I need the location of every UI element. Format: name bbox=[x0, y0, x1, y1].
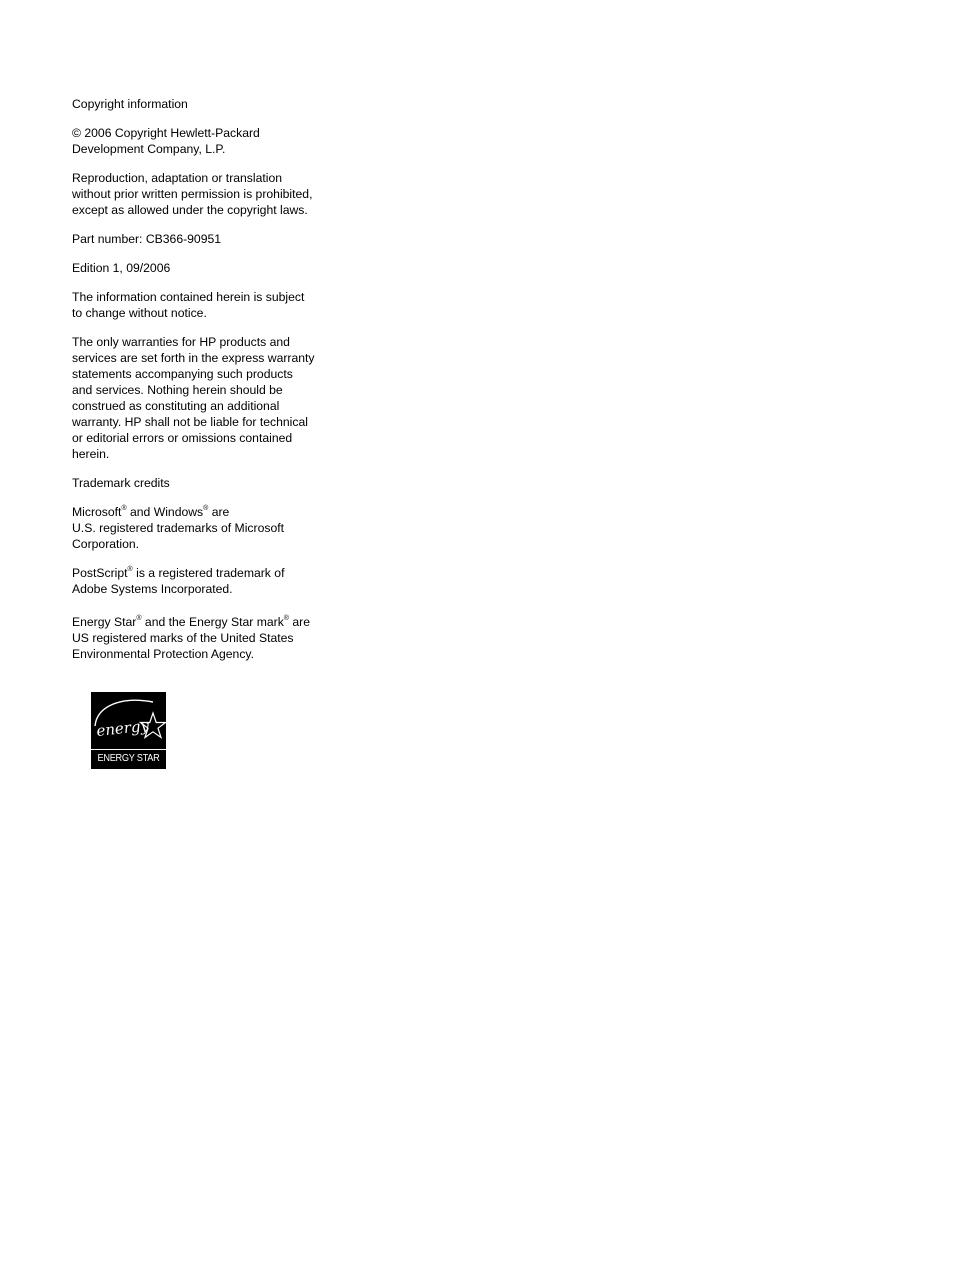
energy-star-icon bbox=[91, 692, 166, 749]
energy-script-text: energy bbox=[95, 716, 150, 740]
reproduction-line: except as allowed under the copyright laws. bbox=[72, 203, 308, 217]
trademark-microsoft bbox=[72, 504, 334, 552]
reproduction-line: without prior written permission is prohibited, bbox=[72, 187, 313, 201]
warranty-line: and services. Nothing herein should be bbox=[72, 383, 283, 397]
registered-mark: ® bbox=[203, 504, 209, 512]
trademark-energy-line2: US registered marks of the United States bbox=[72, 631, 294, 645]
energy-star-label: ENERGY STAR bbox=[97, 753, 160, 764]
copyright-heading-text: Copyright information bbox=[72, 97, 188, 111]
copyright-notice bbox=[72, 125, 334, 157]
warranty-notice bbox=[72, 334, 334, 462]
trademark-microsoft-line2: U.S. registered trademarks of Microsoft bbox=[72, 521, 284, 535]
copyright-notice-line: Development Company, L.P. bbox=[72, 142, 226, 156]
trademark-energy-line1 bbox=[72, 614, 334, 630]
postscript-rest: is a registered trademark of bbox=[132, 566, 285, 580]
trademark-postscript-line2: Adobe Systems Incorporated. bbox=[72, 582, 233, 596]
energy-star-name: Energy Star bbox=[72, 615, 137, 629]
microsoft-name: Microsoft bbox=[72, 505, 122, 519]
edition bbox=[72, 260, 334, 276]
registered-mark: ® bbox=[283, 614, 289, 622]
reproduction-notice bbox=[72, 170, 334, 218]
warranty-line: statements accompanying such products bbox=[72, 367, 293, 381]
change-notice-line: The information contained herein is subject bbox=[72, 290, 305, 304]
warranty-line: construed as constituting an additional bbox=[72, 399, 280, 413]
registered-mark: ® bbox=[127, 565, 133, 573]
registered-mark: ® bbox=[121, 504, 127, 512]
energy-star-logo bbox=[91, 692, 166, 769]
warranty-line: services are set forth in the express warranty bbox=[72, 351, 315, 365]
are-text: are bbox=[288, 615, 310, 629]
warranty-line: warranty. HP shall not be liable for technical bbox=[72, 415, 308, 429]
trademark-postscript-line1 bbox=[72, 565, 334, 581]
windows-name: and Windows bbox=[126, 505, 204, 519]
trademark-microsoft-line1 bbox=[72, 504, 334, 520]
warranty-line: or editorial errors or omissions contained bbox=[72, 431, 293, 445]
postscript-name: PostScript bbox=[72, 566, 128, 580]
part-number-text: Part number: CB366-90951 bbox=[72, 232, 222, 246]
reproduction-line: Reproduction, adaptation or translation bbox=[72, 171, 283, 185]
trademark-postscript bbox=[72, 565, 334, 597]
copyright-heading bbox=[72, 96, 334, 112]
are-text: are bbox=[208, 505, 230, 519]
warranty-line: herein. bbox=[72, 447, 110, 461]
energy-star-middle: and the Energy Star mark bbox=[141, 615, 284, 629]
copyright-notice-line: © 2006 Copyright Hewlett-Packard bbox=[72, 126, 260, 140]
registered-mark: ® bbox=[136, 614, 142, 622]
trademark-microsoft-line3: Corporation. bbox=[72, 537, 140, 551]
copyright-page bbox=[72, 96, 334, 675]
change-notice-line: to change without notice. bbox=[72, 306, 207, 320]
trademark-heading bbox=[72, 475, 334, 491]
trademark-energy-line3: Environmental Protection Agency. bbox=[72, 647, 255, 661]
trademark-energy-star bbox=[72, 614, 334, 662]
trademark-heading-text: Trademark credits bbox=[72, 476, 170, 490]
edition-text: Edition 1, 09/2006 bbox=[72, 261, 171, 275]
change-notice bbox=[72, 289, 334, 321]
warranty-line: The only warranties for HP products and bbox=[72, 335, 290, 349]
part-number bbox=[72, 231, 334, 247]
